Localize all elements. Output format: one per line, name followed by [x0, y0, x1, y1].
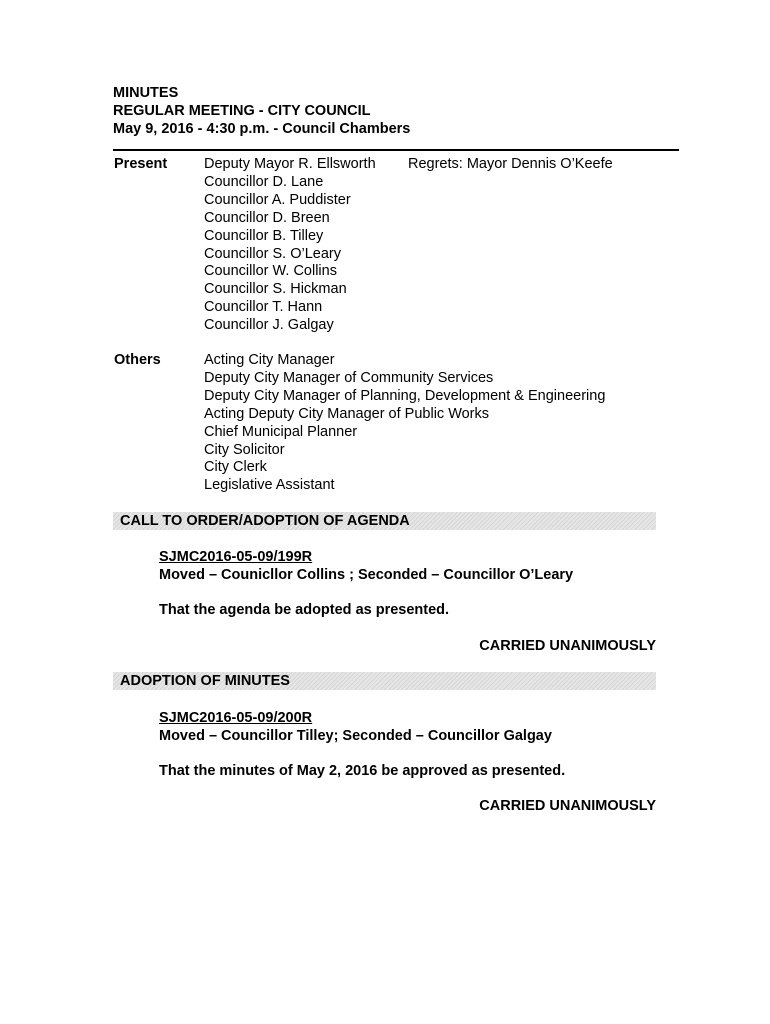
others-member: Deputy City Manager of Community Services	[204, 369, 494, 386]
present-member: Councillor B. Tilley	[204, 227, 324, 244]
present-member: Councillor T. Hann	[204, 299, 323, 316]
motion-result: CARRIED UNANIMOUSLY	[479, 638, 656, 654]
meeting-date-location: May 9, 2016 - 4:30 p.m. - Council Chambers	[113, 121, 411, 137]
present-member: Councillor S. O’Leary	[204, 245, 341, 262]
present-member: Deputy Mayor R. Ellsworth	[204, 156, 376, 172]
motion-id: SJMC2016-05-09/199R	[159, 549, 313, 565]
motion-block	[159, 709, 552, 745]
present-list	[204, 156, 376, 335]
present-member: Councillor D. Breen	[204, 209, 330, 226]
present-member: Councillor J. Galgay	[204, 317, 334, 334]
others-list	[204, 352, 605, 495]
section-heading-adoption-of-minutes: ADOPTION OF MINUTES	[113, 672, 656, 690]
present-label: Present	[114, 156, 168, 172]
motion-resolution: That the agenda be adopted as presented.	[159, 602, 450, 618]
others-member: Deputy City Manager of Planning, Development & Engineering	[204, 387, 606, 404]
motion-resolution: That the minutes of May 2, 2016 be approved as presented.	[159, 763, 566, 779]
motion-movers: Moved – Councillor Tilley; Seconded – Councillor Galgay	[159, 728, 552, 744]
others-member: Chief Municipal Planner	[204, 423, 358, 440]
regrets-note: Regrets: Mayor Dennis O’Keefe	[408, 156, 613, 172]
present-member: Councillor A. Puddister	[204, 191, 351, 208]
meeting-type: REGULAR MEETING - CITY COUNCIL	[113, 103, 371, 119]
motion-movers: Moved – Counicllor Collins ; Seconded – Councillor O’Leary	[159, 567, 574, 583]
others-label: Others	[114, 352, 161, 368]
motion-id: SJMC2016-05-09/200R	[159, 710, 313, 726]
present-member: Councillor D. Lane	[204, 173, 324, 190]
present-member: Councillor W. Collins	[204, 263, 337, 280]
motion-result: CARRIED UNANIMOUSLY	[479, 798, 656, 814]
others-member: City Solicitor	[204, 441, 285, 458]
motion-block	[159, 548, 573, 584]
document-title: MINUTES	[113, 85, 179, 101]
others-member: Acting Deputy City Manager of Public Works	[204, 405, 490, 422]
document-header	[113, 84, 410, 138]
others-member: City Clerk	[204, 459, 267, 476]
header-divider	[113, 149, 679, 151]
section-heading-call-to-order: CALL TO ORDER/ADOPTION OF AGENDA	[113, 512, 656, 530]
others-member: Legislative Assistant	[204, 477, 335, 494]
present-member: Councillor S. Hickman	[204, 281, 347, 298]
others-member: Acting City Manager	[204, 352, 335, 368]
